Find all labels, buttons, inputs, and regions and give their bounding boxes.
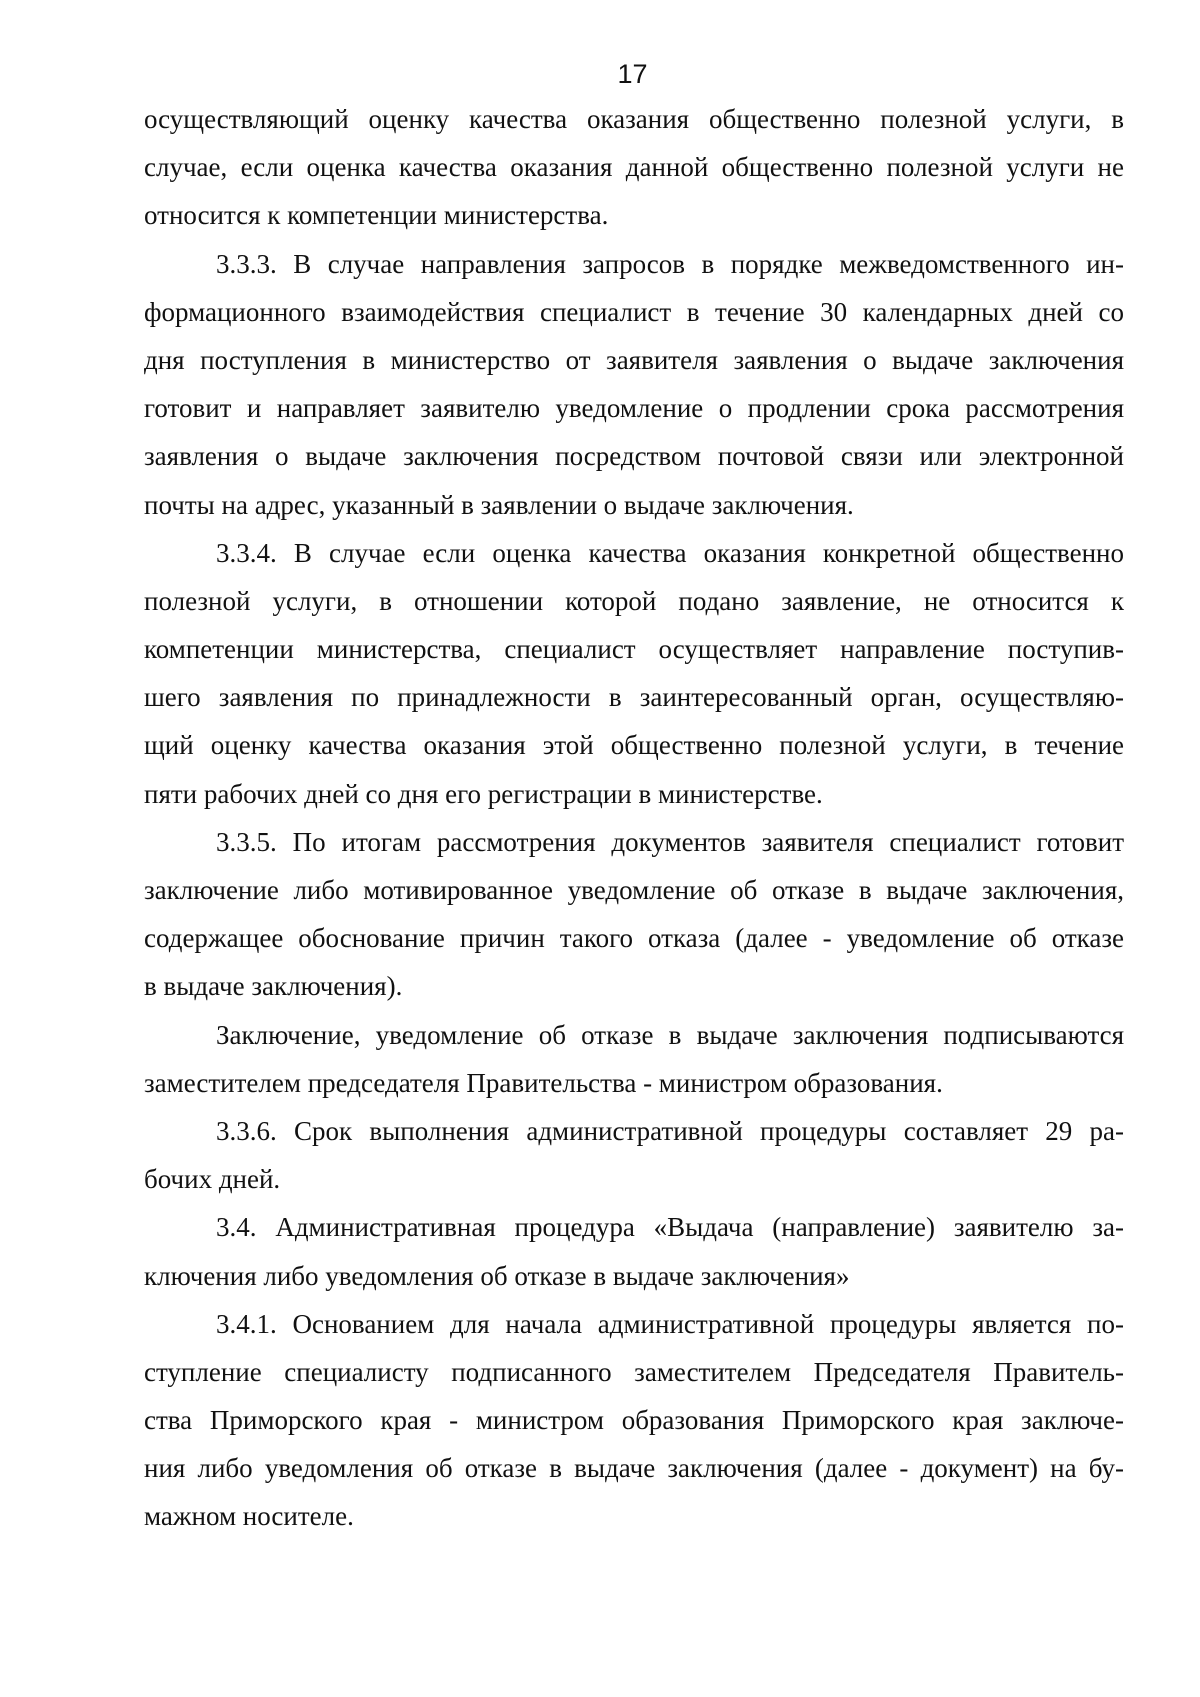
text-line: ния либо уведомления об отказе в выдаче заключения (далее - документ) на бу- bbox=[144, 1453, 1124, 1484]
text-line: дня поступления в министерство от заявителя заявления о выдаче заключения bbox=[144, 344, 1124, 375]
text-line: осуществляющий оценку качества оказания общественно полезной услуги, в bbox=[144, 104, 1124, 134]
text-line: 3.4.1. Основанием для начала административной процедуры является по- bbox=[216, 1308, 1124, 1339]
paragraph bbox=[144, 529, 1124, 818]
text-line: Заключение, уведомление об отказе в выдаче заключения подписываются bbox=[216, 1019, 1124, 1050]
text-line: в выдаче заключения). bbox=[144, 971, 403, 1002]
text-line: заместителем председателя Правительства - министром образования. bbox=[144, 1067, 943, 1098]
document-body bbox=[144, 95, 1124, 1541]
page-number: 17 bbox=[617, 59, 648, 89]
paragraph bbox=[144, 818, 1124, 1011]
paragraph bbox=[144, 1107, 1124, 1203]
text-line: щий оценку качества оказания этой общественно полезной услуги, в течение bbox=[144, 730, 1124, 761]
text-line: ключения либо уведомления об отказе в выдаче заключения» bbox=[144, 1260, 850, 1291]
text-line: 3.3.3. В случае направления запросов в порядке межведомственного ин- bbox=[216, 248, 1124, 279]
text-line: заявления о выдаче заключения посредством почтовой связи или электронной bbox=[144, 441, 1124, 472]
paragraph bbox=[144, 1300, 1124, 1541]
text-line: содержащее обоснование причин такого отказа (далее - уведомление об отказе bbox=[144, 923, 1124, 954]
text-line: компетенции министерства, специалист осуществляет направление поступив- bbox=[144, 634, 1124, 665]
text-line: бочих дней. bbox=[144, 1164, 281, 1195]
text-line: готовит и направляет заявителю уведомление о продлении срока рассмотрения bbox=[144, 393, 1124, 424]
text-line: ступление специалисту подписанного заместителем Председателя Правитель- bbox=[144, 1356, 1124, 1387]
paragraph bbox=[144, 240, 1124, 529]
paragraph bbox=[144, 1203, 1124, 1299]
text-line: формационного взаимодействия специалист в течение 30 календарных дней со bbox=[144, 296, 1124, 327]
text-line: 3.3.4. В случае если оценка качества оказания конкретной общественно bbox=[216, 537, 1124, 568]
text-line: 3.3.5. По итогам рассмотрения документов заявителя специалист готовит bbox=[216, 826, 1124, 857]
paragraph bbox=[144, 95, 1124, 240]
text-line: шего заявления по принадлежности в заинтересованный орган, осуществляю- bbox=[144, 682, 1124, 713]
text-line: полезной услуги, в отношении которой подано заявление, не относится к bbox=[144, 585, 1124, 616]
text-line: относится к компетенции министерства. bbox=[144, 200, 609, 231]
text-line: почты на адрес, указанный в заявлении о выдаче заключения. bbox=[144, 489, 854, 520]
paragraph bbox=[144, 1011, 1124, 1107]
text-line: заключение либо мотивированное уведомление об отказе в выдаче заключения, bbox=[144, 875, 1124, 905]
text-line: случае, если оценка качества оказания данной общественно полезной услуги не bbox=[144, 152, 1124, 183]
text-line: 3.3.6. Срок выполнения административной процедуры составляет 29 ра- bbox=[216, 1115, 1124, 1146]
text-line: мажном носителе. bbox=[144, 1501, 354, 1532]
text-line: пяти рабочих дней со дня его регистрации в министерстве. bbox=[144, 778, 823, 809]
text-line: ства Приморского края - министром образования Приморского края заключе- bbox=[144, 1405, 1124, 1436]
text-line: 3.4. Административная процедура «Выдача (направление) заявителю за- bbox=[216, 1212, 1124, 1243]
